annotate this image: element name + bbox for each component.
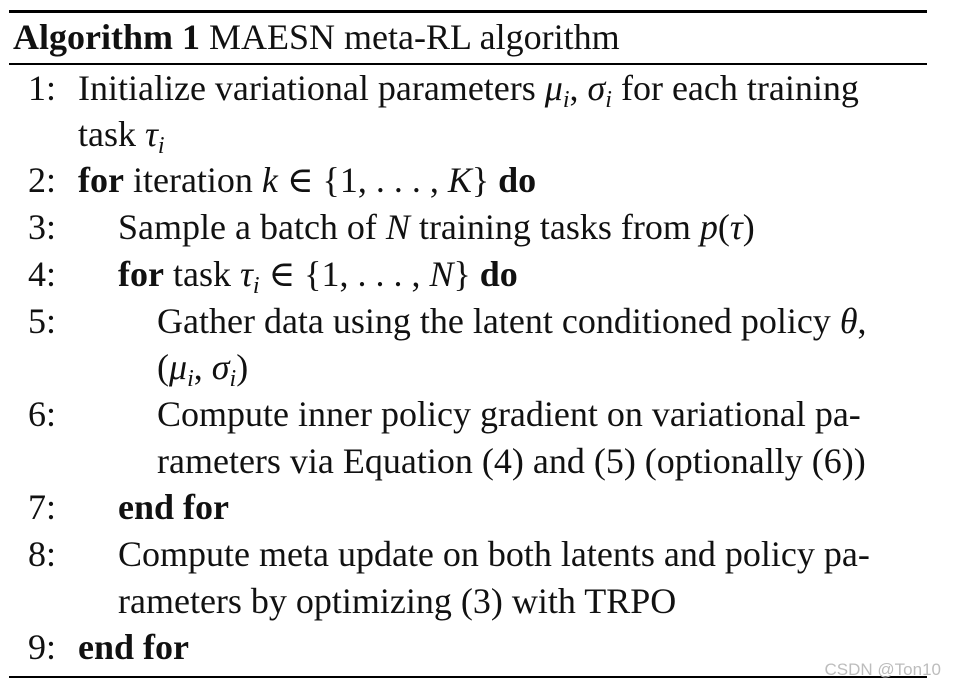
math-subscript: i (252, 273, 260, 299)
line-text: for each training (611, 68, 859, 108)
algorithm-line-5 (157, 297, 867, 345)
math-tau: τ (729, 207, 743, 247)
line-text: Gather data using the latent conditioned policy (157, 301, 840, 341)
line-number-6: 6: (28, 394, 57, 434)
algorithm-line-6-cont: rameters via Equation (4) and (5) (optionally (6)) (157, 441, 866, 481)
math-theta: θ (839, 301, 858, 341)
bottom-rule (9, 676, 927, 678)
line-text: ∈ {1, . . . , (277, 160, 448, 200)
watermark: CSDN @Ton10 (824, 660, 941, 679)
line-text: ( (717, 207, 730, 247)
algorithm-line-7 (118, 483, 229, 531)
line-text: , (857, 301, 867, 341)
algorithm-line-3 (118, 203, 755, 251)
math-subscript: i (605, 87, 612, 113)
line-text: ( (157, 347, 169, 387)
math-subscript: i (157, 133, 165, 159)
algorithm-line-1-cont (78, 110, 165, 158)
math-subscript: i (562, 87, 570, 113)
algorithm-line-6: Compute inner policy gradient on variational pa- (157, 394, 861, 434)
line-number-8: 8: (28, 534, 57, 574)
math-N: N (429, 254, 454, 294)
keyword-end-for: end for (78, 627, 189, 667)
math-mu: μ (169, 347, 188, 387)
line-text: } (453, 254, 480, 294)
algorithm-label: Algorithm 1 (13, 17, 200, 57)
algorithm-line-1 (78, 64, 859, 112)
line-number-2: 2: (28, 160, 57, 200)
line-text: , (569, 68, 588, 108)
line-number-7: 7: (28, 487, 57, 527)
line-text: } (471, 160, 499, 200)
line-text: task (163, 254, 240, 294)
line-text: ) (742, 207, 755, 247)
algorithm-line-4 (118, 250, 518, 298)
line-text: Initialize variational parameters (78, 68, 545, 108)
algorithm-line-9 (78, 623, 189, 671)
algorithm-line-8-cont: rameters by optimizing (3) with TRPO (118, 581, 677, 621)
algorithm-title (13, 13, 620, 61)
line-text: , (193, 347, 212, 387)
line-number-5: 5: (28, 301, 57, 341)
keyword-for: for (118, 254, 164, 294)
line-text: ∈ {1, . . . , (259, 254, 430, 294)
algorithm-line-8: Compute meta update on both latents and policy pa- (118, 534, 870, 574)
line-text: training tasks from (409, 207, 700, 247)
math-subscript: i (229, 366, 237, 392)
math-p: p (699, 207, 718, 247)
math-mu: μ (544, 68, 563, 108)
math-sigma: σ (587, 68, 606, 108)
line-number-9: 9: (28, 627, 57, 667)
math-subscript: i (187, 366, 194, 392)
algorithm-name: MAESN meta-RL algorithm (208, 17, 620, 57)
line-number-4: 4: (28, 254, 57, 294)
line-text: iteration (123, 160, 262, 200)
line-number-3: 3: (28, 207, 57, 247)
keyword-end-for: end for (118, 487, 229, 527)
line-text: ) (236, 347, 249, 387)
keyword-do: do (479, 254, 518, 294)
math-sigma: σ (211, 347, 230, 387)
line-number-1: 1: (28, 68, 57, 108)
algorithm-line-5-cont (157, 343, 248, 391)
math-k: k (261, 160, 278, 200)
line-text: Sample a batch of (118, 207, 386, 247)
math-N: N (385, 207, 410, 247)
math-tau: τ (145, 114, 158, 154)
keyword-for: for (78, 160, 124, 200)
algorithm-line-2 (78, 156, 536, 204)
line-text: task (78, 114, 145, 154)
keyword-do: do (498, 160, 537, 200)
math-tau: τ (239, 254, 253, 294)
math-K: K (447, 160, 472, 200)
